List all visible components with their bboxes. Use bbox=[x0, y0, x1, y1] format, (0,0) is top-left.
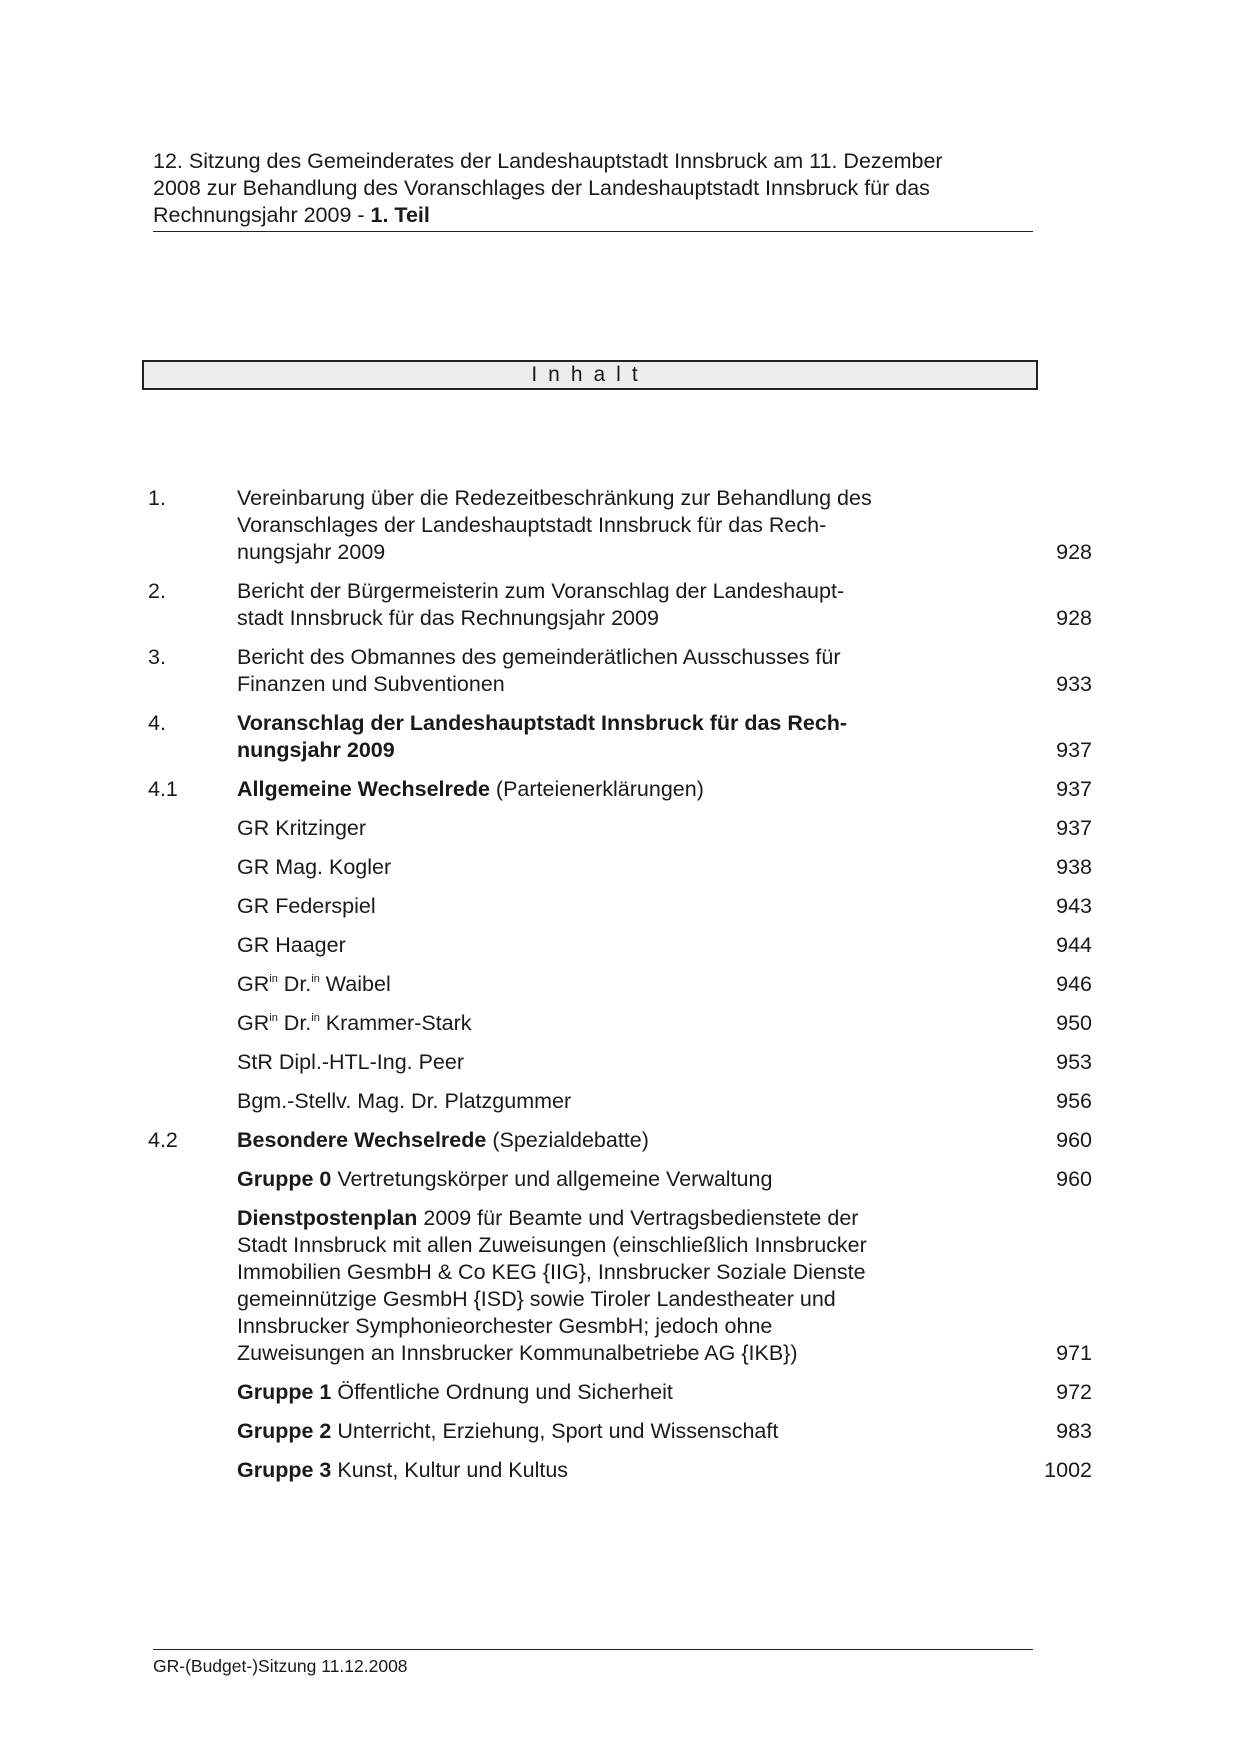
toc-entry bbox=[148, 971, 1092, 998]
toc-entry-number: 4.1 bbox=[148, 777, 178, 801]
toc-entry-page: 937 bbox=[1056, 816, 1092, 840]
toc-entry-text: Gruppe 3 Kunst, Kultur und Kultus bbox=[237, 1458, 569, 1482]
toc-entry-page: 972 bbox=[1056, 1380, 1092, 1404]
toc-entry-text: Gruppe 0 Vertretungskörper und allgemeine Verwaltung bbox=[237, 1167, 773, 1191]
toc-entry-text: $GR^{in}$ Dr.$^{in}$ Waibel bbox=[237, 972, 391, 996]
toc-title-box bbox=[142, 360, 1038, 390]
toc-entry-page: 938 bbox=[1056, 855, 1092, 879]
toc-entry bbox=[148, 485, 1092, 566]
toc-entry bbox=[148, 1205, 1092, 1367]
toc-entry-page: 946 bbox=[1056, 972, 1092, 996]
toc-entry-text: Besondere Wechselrede (Spezialdebatte) bbox=[237, 1128, 649, 1152]
toc-entry-text: GR Federspiel bbox=[237, 894, 376, 918]
toc-entry-number: 1. bbox=[148, 486, 166, 510]
toc-entry-text: Dienstpostenplan 2009 für Beamte und Vertragsbedienstete der Stadt Innsbruck mit allen Zuweisungen (einschließlich Innsbrucker Immobilien GesmbH & Co KEG {IIG}, Innsbrucker Soziale Dienste gemeinnützige GesmbH {ISD} sowie Tiroler Landestheater und Innsbrucker Symphonieorchester GesmbH; jedoch ohne Zuweisungen an Innsbrucker Kommunalbetriebe AG {IKB}) bbox=[237, 1206, 867, 1365]
toc-entry-text: Bericht der Bürgermeisterin zum Voranschlag der Landeshaupt- stadt Innsbruck für das Rechnungsjahr 2009 bbox=[237, 579, 845, 630]
toc-entry bbox=[148, 1166, 1092, 1193]
toc-entry bbox=[148, 893, 1092, 920]
toc-entry-text: GR Haager bbox=[237, 933, 346, 957]
document-footer bbox=[153, 1649, 1033, 1677]
toc-entry bbox=[148, 815, 1092, 842]
toc-entry-page: 956 bbox=[1056, 1089, 1092, 1113]
toc-entry-page: 928 bbox=[1056, 606, 1092, 630]
document-header bbox=[153, 148, 1033, 232]
header-line-2: 2008 zur Behandlung des Voranschlages der Landeshauptstadt Innsbruck für das bbox=[153, 176, 930, 200]
toc-entry bbox=[148, 1418, 1092, 1445]
toc-entry-text: StR Dipl.-HTL-Ing. Peer bbox=[237, 1050, 465, 1074]
toc-entry-page: 1002 bbox=[1044, 1458, 1092, 1482]
footer-text: GR-(Budget-)Sitzung 11.12.2008 bbox=[153, 1656, 408, 1676]
toc-entry-page: 960 bbox=[1056, 1128, 1092, 1152]
toc-entry-page: 953 bbox=[1056, 1050, 1092, 1074]
toc-entry bbox=[148, 578, 1092, 632]
toc-entry bbox=[148, 1379, 1092, 1406]
toc-entry-number: 4.2 bbox=[148, 1128, 178, 1152]
toc-entry bbox=[148, 710, 1092, 764]
toc-entry-page: 933 bbox=[1056, 672, 1092, 696]
toc-entry-page: 950 bbox=[1056, 1011, 1092, 1035]
header-line-1: 12. Sitzung des Gemeinderates der Landeshauptstadt Innsbruck am 11. Dezember bbox=[153, 149, 943, 173]
toc-entry-text: Gruppe 2 Unterricht, Erziehung, Sport und Wissenschaft bbox=[237, 1419, 779, 1443]
toc-entry-text: Bgm.-Stellv. Mag. Dr. Platzgummer bbox=[237, 1089, 572, 1113]
toc-entry bbox=[148, 932, 1092, 959]
toc-entry-text: Bericht des Obmannes des gemeinderätlichen Ausschusses für Finanzen und Subventionen bbox=[237, 645, 841, 696]
toc-entry-page: 937 bbox=[1056, 777, 1092, 801]
toc-entry bbox=[148, 1088, 1092, 1115]
table-of-contents bbox=[148, 485, 1092, 1496]
toc-entry bbox=[148, 1127, 1092, 1154]
toc-entry bbox=[148, 776, 1092, 803]
toc-entry bbox=[148, 1049, 1092, 1076]
toc-entry-text: Allgemeine Wechselrede (Parteienerklärungen) bbox=[237, 777, 704, 801]
toc-title: Inhalt bbox=[531, 363, 649, 386]
toc-entry-page: 928 bbox=[1056, 540, 1092, 564]
toc-entry-page: 971 bbox=[1056, 1341, 1092, 1365]
toc-entry bbox=[148, 644, 1092, 698]
toc-entry-text: Gruppe 1 Öffentliche Ordnung und Sicherheit bbox=[237, 1380, 673, 1404]
toc-entry-number: 2. bbox=[148, 579, 166, 603]
toc-entry-number: 3. bbox=[148, 645, 166, 669]
toc-entry-page: 943 bbox=[1056, 894, 1092, 918]
toc-entry-text: GR Mag. Kogler bbox=[237, 855, 392, 879]
toc-entry-text: $GR^{in}$ Dr.$^{in}$ Krammer-Stark bbox=[237, 1011, 472, 1035]
toc-entry-text: GR Kritzinger bbox=[237, 816, 367, 840]
toc-entry-page: 983 bbox=[1056, 1419, 1092, 1443]
toc-entry-text: Voranschlag der Landeshauptstadt Innsbruck für das Rech- nungsjahr 2009 bbox=[237, 711, 848, 762]
toc-entry-page: 937 bbox=[1056, 738, 1092, 762]
toc-entry-page: 944 bbox=[1056, 933, 1092, 957]
toc-entry bbox=[148, 1457, 1092, 1484]
toc-entry-page: 960 bbox=[1056, 1167, 1092, 1191]
toc-entry bbox=[148, 1010, 1092, 1037]
toc-entry-number: 4. bbox=[148, 711, 166, 735]
header-line-3: Rechnungsjahr 2009 - 1. Teil bbox=[153, 203, 430, 227]
toc-entry bbox=[148, 854, 1092, 881]
toc-entry-text: Vereinbarung über die Redezeitbeschränkung zur Behandlung des Voranschlages der Landeshauptstadt Innsbruck für das Rech- nungsjahr 2009 bbox=[237, 486, 872, 564]
